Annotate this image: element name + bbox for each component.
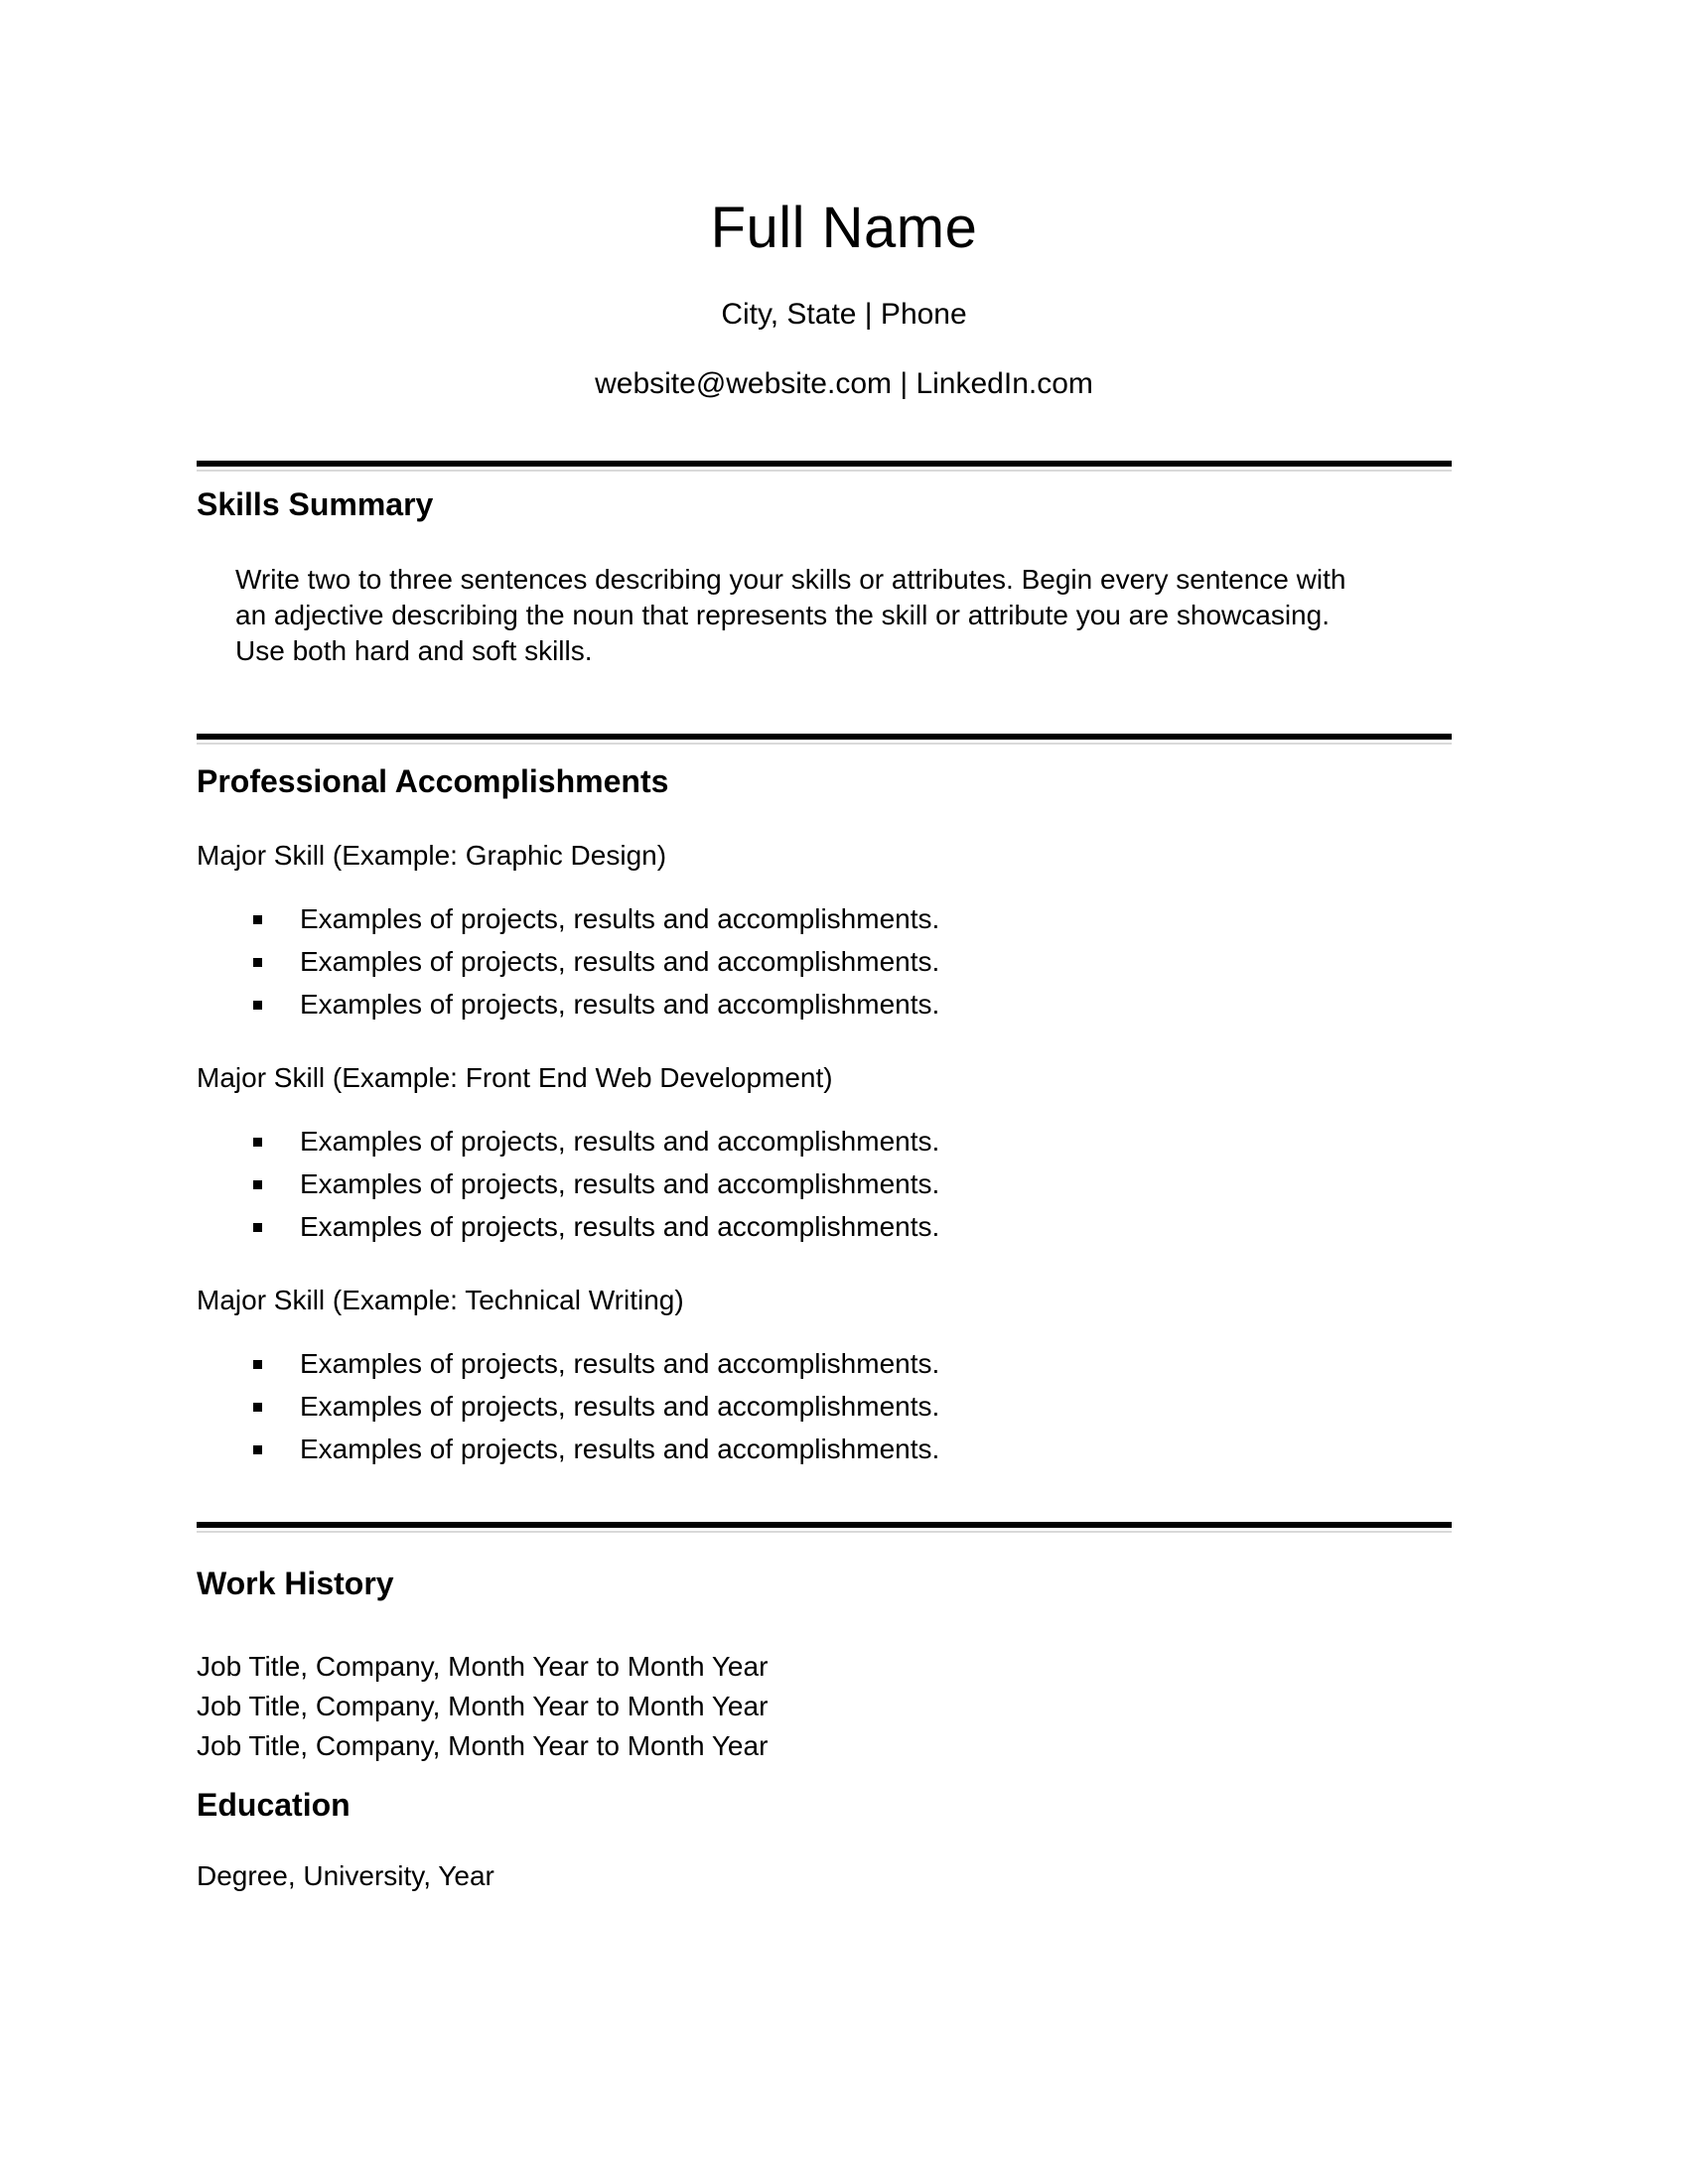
- education-entry: Degree, University, Year: [197, 1860, 494, 1891]
- bullet-text: Examples of projects, results and accomplishments.: [300, 1348, 940, 1379]
- skill-title: Major Skill (Example: Graphic Design): [197, 840, 667, 871]
- bullet-square-icon: [253, 958, 262, 967]
- education-entries: [197, 1858, 1491, 1894]
- list-item: [197, 987, 1491, 1023]
- list-item: [197, 1166, 1491, 1202]
- skill-title: Major Skill (Example: Technical Writing): [197, 1285, 684, 1315]
- skill-title: Major Skill (Example: Front End Web Development): [197, 1062, 833, 1093]
- list-item: [197, 1346, 1491, 1382]
- bullet-square-icon: [253, 1001, 262, 1010]
- list-item: [197, 1209, 1491, 1245]
- bullet-square-icon: [253, 1223, 262, 1232]
- bullet-text: Examples of projects, results and accomplishments.: [300, 946, 940, 977]
- skill-group: [197, 1283, 1491, 1467]
- summary-line: Write two to three sentences describing your skills or attributes. Begin every sentence with: [235, 564, 1346, 595]
- bullet-list: [197, 901, 1491, 1023]
- bullet-square-icon: [253, 915, 262, 924]
- list-item: [197, 1124, 1491, 1160]
- summary-line: Use both hard and soft skills.: [235, 635, 593, 666]
- work-history-entry: Job Title, Company, Month Year to Month Year: [197, 1691, 769, 1721]
- bullet-list: [197, 1346, 1491, 1467]
- bullet-square-icon: [253, 1445, 262, 1454]
- list-item: [197, 1389, 1491, 1425]
- contact-email-linkedin: website@website.com | LinkedIn.com: [595, 367, 1093, 400]
- section-heading-education: Education: [197, 1787, 351, 1823]
- section-heading-professional-accomplishments: Professional Accomplishments: [197, 763, 669, 799]
- bullet-square-icon: [253, 1180, 262, 1189]
- section-divider: [197, 1522, 1452, 1533]
- skills-summary-section: [197, 485, 1491, 669]
- work-history-entry: Job Title, Company, Month Year to Month Year: [197, 1730, 769, 1761]
- work-history-entries: [197, 1647, 1491, 1766]
- bullet-list: [197, 1124, 1491, 1245]
- bullet-text: Examples of projects, results and accomplishments.: [300, 1126, 940, 1157]
- summary-line: an adjective describing the noun that represents the skill or attribute you are showcasing.: [235, 600, 1330, 630]
- resume-header: [197, 194, 1491, 402]
- bullet-square-icon: [253, 1138, 262, 1147]
- professional-accomplishments-section: [197, 762, 1491, 1467]
- contact-city-state-phone: City, State | Phone: [721, 298, 967, 331]
- education-section: [197, 1786, 1491, 1894]
- bullet-text: Examples of projects, results and accomplishments.: [300, 1433, 940, 1464]
- list-item: [197, 1432, 1491, 1467]
- section-heading-skills-summary: Skills Summary: [197, 486, 434, 522]
- list-item: [197, 901, 1491, 937]
- bullet-text: Examples of projects, results and accomplishments.: [300, 1168, 940, 1199]
- skill-group: [197, 838, 1491, 1023]
- bullet-text: Examples of projects, results and accomplishments.: [300, 989, 940, 1020]
- page-content: [0, 194, 1688, 1894]
- skills-summary-paragraph: [235, 562, 1491, 669]
- section-heading-work-history: Work History: [197, 1566, 394, 1601]
- section-divider: [197, 461, 1452, 472]
- bullet-text: Examples of projects, results and accomplishments.: [300, 1211, 940, 1242]
- bullet-square-icon: [253, 1360, 262, 1369]
- skill-group: [197, 1060, 1491, 1245]
- bullet-text: Examples of projects, results and accomplishments.: [300, 1391, 940, 1422]
- work-history-section: [197, 1565, 1491, 1766]
- bullet-text: Examples of projects, results and accomplishments.: [300, 903, 940, 934]
- full-name: Full Name: [710, 196, 978, 260]
- work-history-entry: Job Title, Company, Month Year to Month Year: [197, 1651, 769, 1682]
- bullet-square-icon: [253, 1403, 262, 1412]
- list-item: [197, 944, 1491, 980]
- section-divider: [197, 734, 1452, 745]
